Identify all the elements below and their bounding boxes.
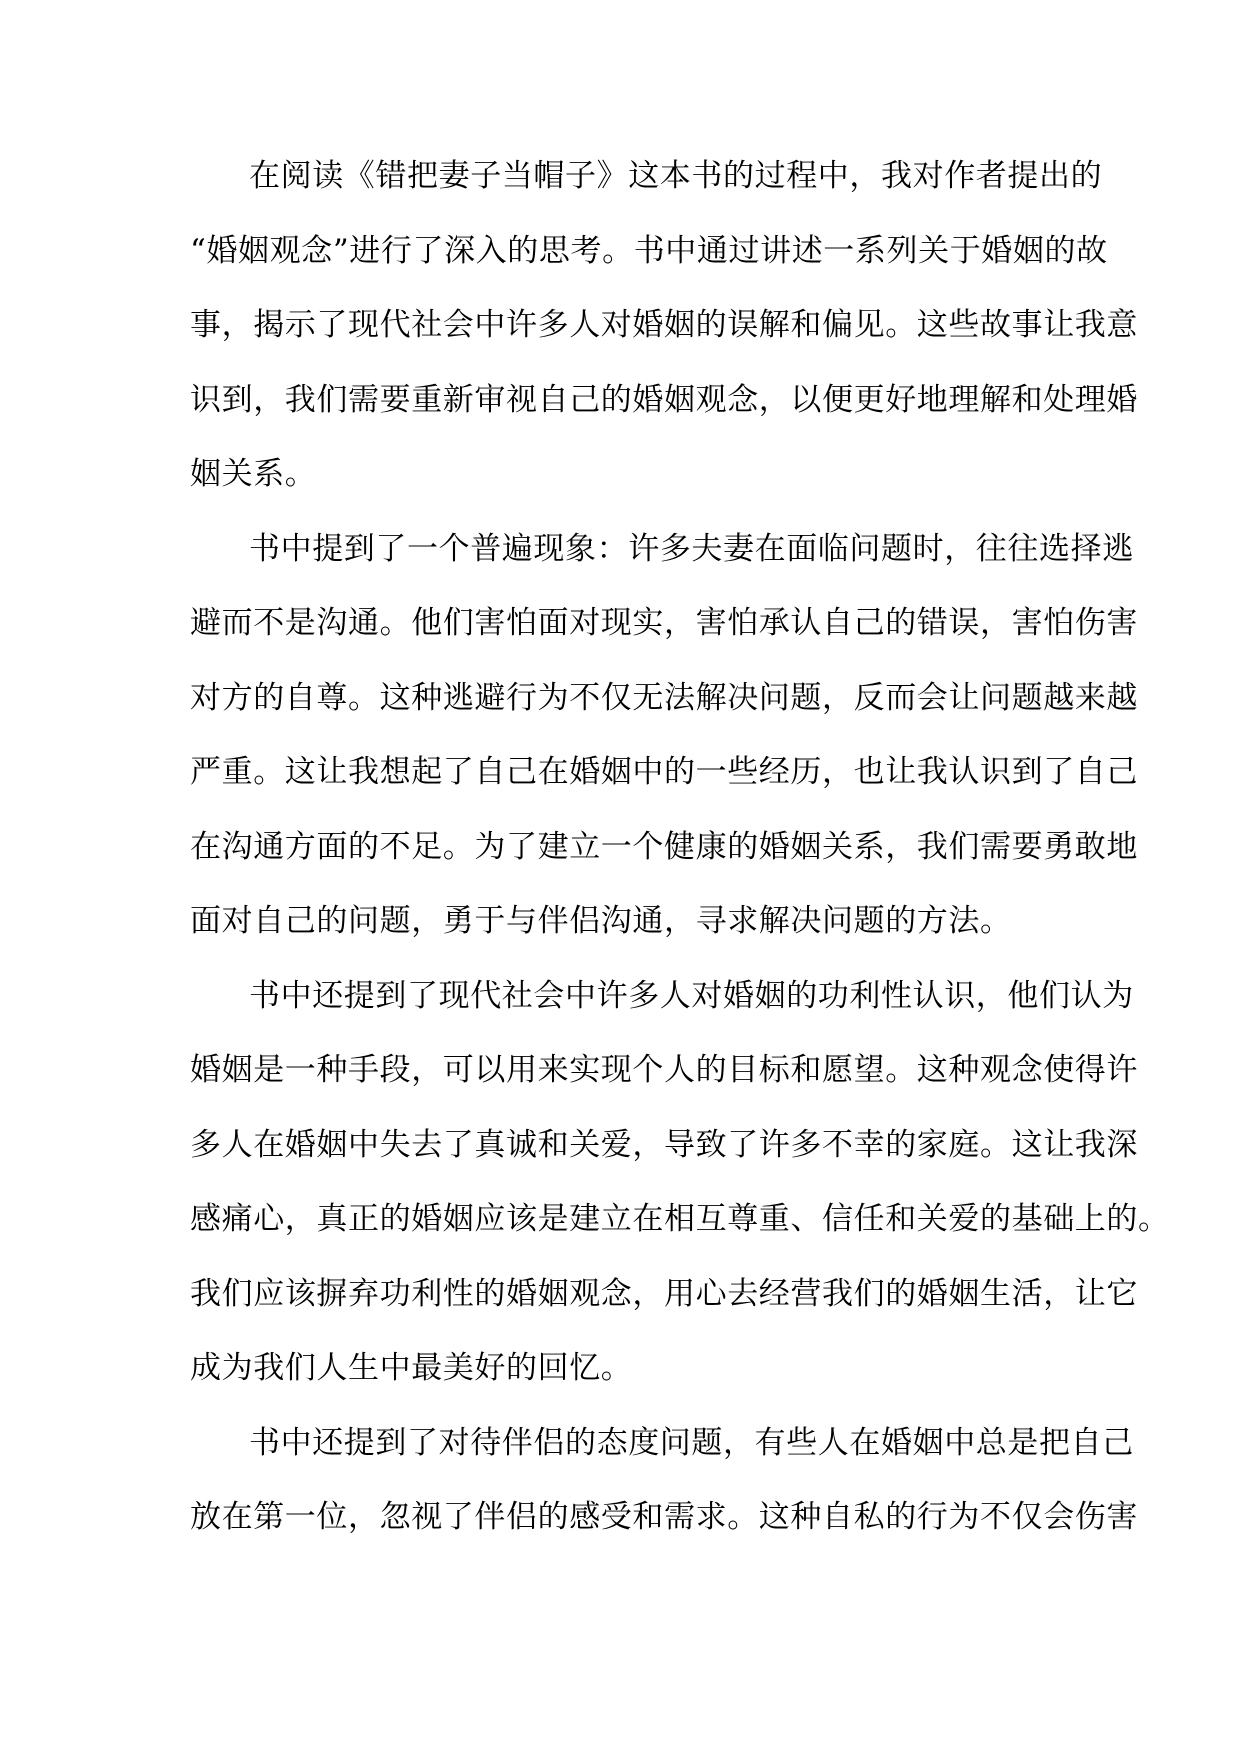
paragraph-line: 在沟通方面的不足。为了建立一个健康的婚姻关系，我们需要勇敢地 [190, 828, 1138, 865]
paragraph-2 [190, 512, 1138, 959]
paragraph-line: 面对自己的问题，勇于与伴侣沟通，寻求解决问题的方法。 [190, 903, 1012, 939]
paragraph-line: 事，揭示了现代社会中许多人对婚姻的误解和偏见。这些故事让我意 [190, 307, 1138, 343]
paragraph-line: 对方的自尊。这种逃避行为不仅无法解决问题，反而会让问题越来越 [190, 679, 1138, 716]
paragraph-line: 书中还提到了现代社会中许多人对婚姻的功利性认识，他们认为 [249, 977, 1134, 1014]
paragraph-3 [190, 959, 1170, 1406]
paragraph-line: 婚姻是一种手段，可以用来实现个人的目标和愿望。这种观念使得许 [190, 1052, 1138, 1088]
paragraph-line: 书中还提到了对待伴侣的态度问题，有些人在婚姻中总是把自己 [249, 1424, 1134, 1461]
paragraph-line: 多人在婚姻中失去了真诚和关爱，导致了许多不幸的家庭。这让我深 [190, 1126, 1138, 1163]
paragraph-line: “婚姻观念”进行了深入的思考。书中通过讲述一系列关于婚姻的故 [190, 232, 1108, 269]
paragraph-4 [190, 1406, 1138, 1555]
paragraph-line: 识到，我们需要重新审视自己的婚姻观念，以便更好地理解和处理婚 [190, 381, 1138, 418]
paragraph-line: 成为我们人生中最美好的回忆。 [190, 1350, 633, 1386]
paragraph-line: 放在第一位，忽视了伴侣的感受和需求。这种自私的行为不仅会伤害 [190, 1499, 1138, 1535]
paragraph-line: 在阅读《错把妻子当帽子》这本书的过程中，我对作者提出的 [249, 158, 1103, 194]
document-body [190, 139, 1170, 1555]
paragraph-line: 严重。这让我想起了自己在婚姻中的一些经历，也让我认识到了自己 [190, 754, 1138, 790]
paragraph-1 [190, 139, 1138, 512]
paragraph-line: 书中提到了一个普遍现象：许多夫妻在面临问题时，往往选择逃 [249, 530, 1134, 567]
paragraph-line: 我们应该摒弃功利性的婚姻观念，用心去经营我们的婚姻生活，让它 [190, 1275, 1138, 1312]
paragraph-line: 感痛心，真正的婚姻应该是建立在相互尊重、信任和关爱的基础上的。 [190, 1201, 1170, 1237]
paragraph-line: 避而不是沟通。他们害怕面对现实，害怕承认自己的错误，害怕伤害 [190, 605, 1138, 641]
paragraph-line: 姻关系。 [190, 456, 317, 492]
